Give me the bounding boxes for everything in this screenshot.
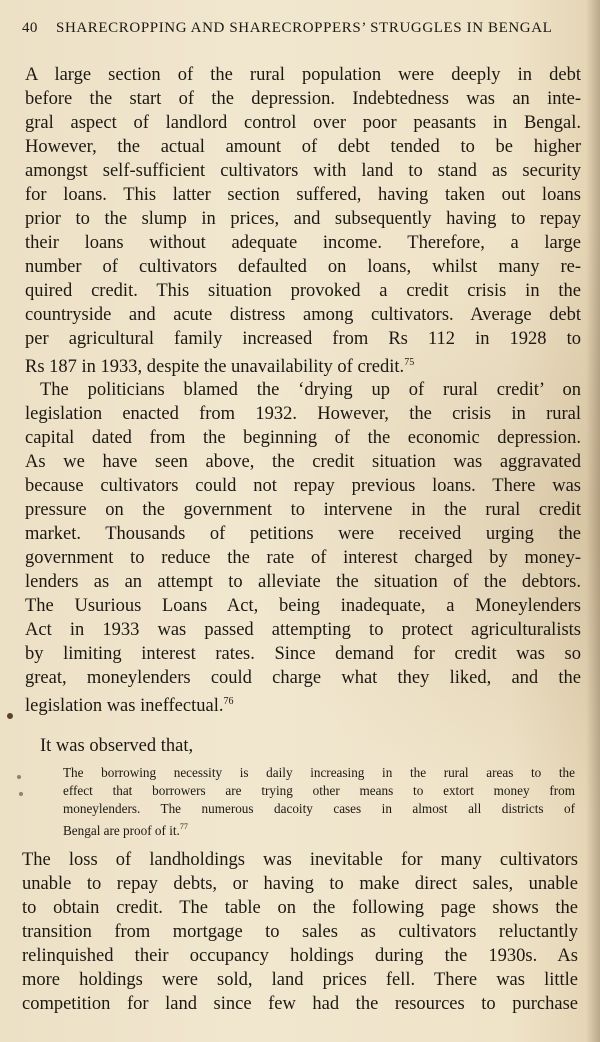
text-line: amongst self-sufficient cultivators with land to stand as security [25,161,581,181]
text-line: government to reduce the rate of interest charged by money- [25,548,581,568]
text-line: A large section of the rural population were deeply in debt [25,65,581,85]
ink-spot [19,792,23,796]
text-line: great, moneylenders could charge what they liked, and the [25,668,581,688]
text-line: transition from mortgage to sales as cultivators reluctantly [22,922,578,942]
text-line: their loans without adequate income. Therefore, a large [25,233,581,253]
quote-line: moneylenders. The numerous dacoity cases in almost all districts of [63,801,575,816]
text-line: As we have seen above, the credit situation was aggravated [25,452,581,472]
footnote-ref: 75 [404,357,415,368]
text-line: more holdings were sold, land prices fell. There was little [22,970,578,990]
text-line: The Usurious Loans Act, being inadequate, a Moneylenders [25,596,581,616]
quote-line: The borrowing necessity is daily increasing in the rural areas to the [63,765,575,780]
text-line: countryside and acute distress among cultivators. Average debt [25,305,581,325]
text-line: before the start of the depression. Indebtedness was an inte- [25,89,581,109]
text-line: for loans. This latter section suffered, having taken out loans [25,185,581,205]
text-line: pressure on the government to intervene in the rural credit [25,500,581,520]
quote-line: effect that borrowers are trying other means to extort money from [63,783,575,798]
text-line: relinquished their occupancy holdings during the 1930s. As [22,946,578,966]
quote-intro: It was observed that, [40,736,194,756]
text-line: Act in 1933 was passed attempting to protect agriculturalists [25,620,581,640]
ink-spot [7,713,13,719]
ink-spot [17,775,21,779]
text-line: quired credit. This situation provoked a credit crisis in the [25,281,581,301]
text-line: because cultivators could not repay previous loans. There was [25,476,581,496]
footnote-ref: 76 [223,696,234,707]
text-line: legislation enacted from 1932. However, the crisis in rural [25,404,581,424]
text-line: However, the actual amount of debt tended to be higher [25,137,581,157]
text-line [25,351,414,375]
text-line-content: legislation was ineffectual. [25,696,224,716]
text-line: The loss of landholdings was inevitable for many cultivators [22,850,578,870]
text-line [25,690,233,714]
text-line: per agricultural family increased from Rs 112 in 1928 to [25,329,581,349]
text-line: gral aspect of landlord control over poor peasants in Bengal. [25,113,581,133]
page-number: 40 [22,20,38,36]
running-header [22,20,582,44]
text-line: unable to repay debts, or having to make direct sales, unable [22,874,578,894]
quote-line [63,818,188,836]
text-line: The politicians blamed the ‘drying up of rural credit’ on [40,380,581,400]
text-line: number of cultivators defaulted on loans, whilst many re- [25,257,581,277]
text-line: competition for land since few had the resources to purchase [22,994,578,1014]
text-line: by limiting interest rates. Since demand for credit was so [25,644,581,664]
text-line: market. Thousands of petitions were received urging the [25,524,581,544]
text-line-content: Rs 187 in 1933, despite the unavailability of credit. [25,357,405,377]
text-line: capital dated from the beginning of the economic depression. [25,428,581,448]
quote-line-content: Bengal are proof of it. [63,823,180,838]
text-line: lenders as an attempt to alleviate the situation of the debtors. [25,572,581,592]
running-title: SHARECROPPING AND SHARECROPPERS’ STRUGGLES IN BENGAL [56,20,553,36]
text-line: to obtain credit. The table on the following page shows the [22,898,578,918]
footnote-ref: 77 [179,822,188,831]
text-line: prior to the slump in prices, and subsequently having to repay [25,209,581,229]
page-edge-shadow [586,0,600,1042]
